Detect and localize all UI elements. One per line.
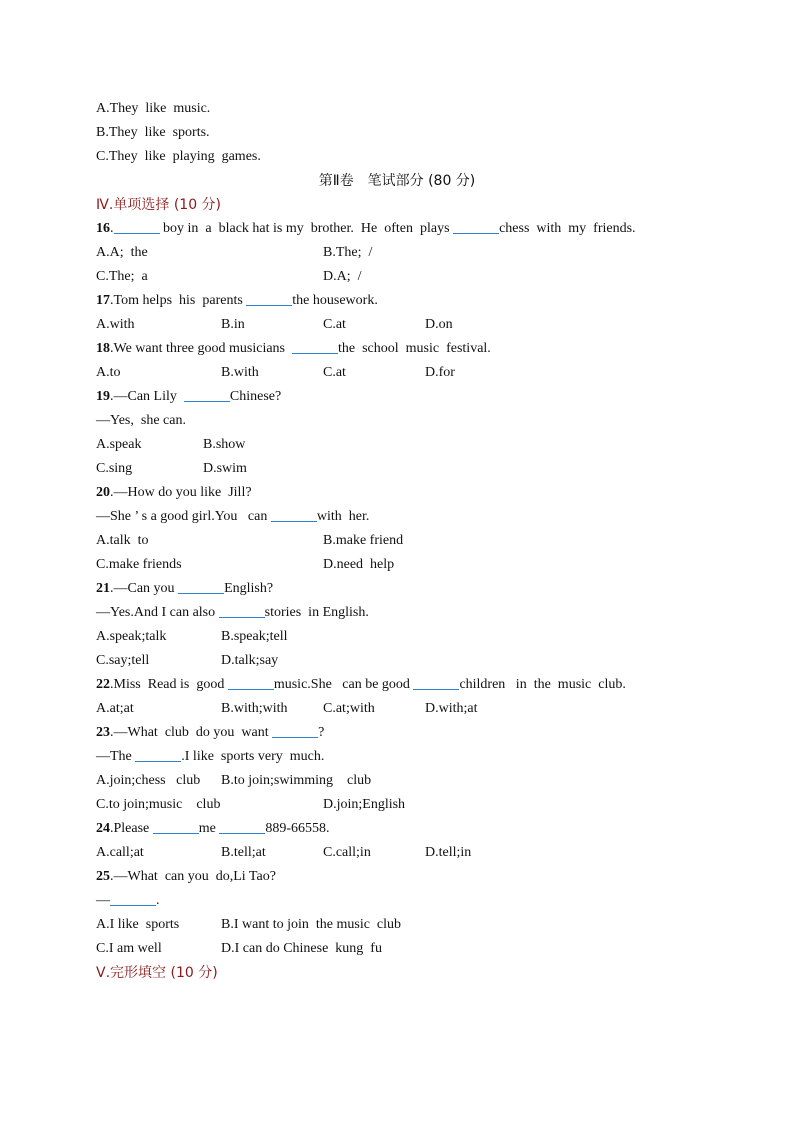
option-a: A.A; the xyxy=(96,245,148,260)
option-b: B.make friend xyxy=(323,533,404,548)
option-a: A.at;at xyxy=(96,701,134,716)
option-d: D.tell;in xyxy=(425,845,472,860)
question-18 xyxy=(96,338,491,360)
option-b: B.speak;tell xyxy=(221,629,288,644)
answer-blank[interactable] xyxy=(110,891,156,906)
question-text: .Tom helps his parents xyxy=(110,293,247,308)
option-d: D.on xyxy=(425,317,453,332)
option-a: A.speak xyxy=(96,437,142,452)
question-number: 23 xyxy=(96,725,110,740)
option-a: A.with xyxy=(96,317,135,332)
question-text: .I like sports very much. xyxy=(181,749,325,764)
question-number: 19 xyxy=(96,389,110,404)
question-25 xyxy=(96,866,276,888)
question-text: .Please xyxy=(110,821,153,836)
option-d: D.with;at xyxy=(425,701,478,716)
question-19 xyxy=(96,386,281,408)
option-c: C.at xyxy=(323,317,346,332)
answer-blank[interactable] xyxy=(219,819,265,834)
option-text: B.They like sports. xyxy=(96,125,210,140)
option-c: C.to join;music club xyxy=(96,797,221,812)
question-text: music.She can be good xyxy=(273,677,414,692)
answer-blank[interactable] xyxy=(271,507,317,522)
question-text: .We want three good musicians xyxy=(110,341,292,356)
question-text: Chinese? xyxy=(229,389,282,404)
option-c: C.say;tell xyxy=(96,653,150,668)
option-a: A.call;at xyxy=(96,845,144,860)
dialogue-reply xyxy=(96,506,369,528)
question-text: —She ’ s a good girl.You can xyxy=(96,509,271,524)
question-text: .—Can Lily xyxy=(110,389,184,404)
answer-blank[interactable] xyxy=(178,579,224,594)
option-c: C.at;with xyxy=(323,701,375,716)
option-a: A.to xyxy=(96,365,121,380)
question-text: the school music festival. xyxy=(338,341,491,356)
option-c: C.make friends xyxy=(96,557,182,572)
option-b: B.in xyxy=(221,317,245,332)
question-number: 18 xyxy=(96,341,110,356)
question-text: children in the music club. xyxy=(459,677,626,692)
question-24 xyxy=(96,818,330,840)
option-text: A.They like music. xyxy=(96,101,211,116)
question-20 xyxy=(96,482,252,504)
option-a: A.talk to xyxy=(96,533,149,548)
section-heading: Ⅴ.完形填空 (10 分) xyxy=(96,965,218,981)
question-22 xyxy=(96,674,626,696)
question-number: 22 xyxy=(96,677,110,692)
question-17 xyxy=(96,290,378,312)
question-text: the housework. xyxy=(292,293,378,308)
question-text: .—What can you do,Li Tao? xyxy=(110,869,276,884)
part-title: 第Ⅱ卷 笔试部分 (80 分) xyxy=(318,173,476,189)
question-text: stories in English. xyxy=(264,605,369,620)
question-text: —Yes.And I can also xyxy=(96,605,219,620)
question-text: .Miss Read is good xyxy=(110,677,228,692)
option-text: C.They like playing games. xyxy=(96,149,261,164)
answer-blank[interactable] xyxy=(453,219,499,234)
question-text: boy in a black hat is my brother. He often plays xyxy=(159,221,454,236)
option-d: D.need help xyxy=(323,557,395,572)
option-b: B.with;with xyxy=(221,701,288,716)
question-text: .—Can you xyxy=(110,581,179,596)
question-number: 25 xyxy=(96,869,110,884)
dialogue-reply: —Yes, she can. xyxy=(96,413,186,428)
answer-blank[interactable] xyxy=(228,675,274,690)
question-text: . xyxy=(110,221,114,236)
question-text: . xyxy=(156,893,160,908)
question-text: .—How do you like Jill? xyxy=(110,485,252,500)
question-text: with her. xyxy=(316,509,370,524)
option-b: B.The; / xyxy=(323,245,373,260)
option-d: D.talk;say xyxy=(221,653,279,668)
answer-blank[interactable] xyxy=(413,675,459,690)
answer-blank[interactable] xyxy=(184,387,230,402)
answer-blank[interactable] xyxy=(219,603,265,618)
question-text: English? xyxy=(224,581,274,596)
question-number: 16 xyxy=(96,221,110,236)
answer-blank[interactable] xyxy=(114,219,160,234)
option-d: D.join;English xyxy=(323,797,406,812)
question-text: 889-66558. xyxy=(265,821,330,836)
dialogue-reply xyxy=(96,746,324,768)
question-number: 20 xyxy=(96,485,110,500)
answer-blank[interactable] xyxy=(153,819,199,834)
option-b: B.to join;swimming club xyxy=(221,773,372,788)
question-number: 24 xyxy=(96,821,110,836)
option-a: A.join;chess club xyxy=(96,773,201,788)
option-c: C.call;in xyxy=(323,845,371,860)
option-d: D.I can do Chinese kung fu xyxy=(221,941,382,956)
question-21 xyxy=(96,578,273,600)
option-a: A.speak;talk xyxy=(96,629,167,644)
question-text: —The xyxy=(96,749,136,764)
question-text: chess with my friends. xyxy=(499,221,636,236)
answer-blank[interactable] xyxy=(272,723,318,738)
answer-blank[interactable] xyxy=(135,747,181,762)
option-d: D.swim xyxy=(203,461,247,476)
option-b: B.tell;at xyxy=(221,845,266,860)
option-d: D.for xyxy=(425,365,455,380)
answer-blank[interactable] xyxy=(246,291,292,306)
option-b: B.with xyxy=(221,365,259,380)
question-number: 21 xyxy=(96,581,110,596)
question-16 xyxy=(96,218,636,240)
question-text: — xyxy=(96,893,110,908)
answer-blank[interactable] xyxy=(292,339,338,354)
question-23 xyxy=(96,722,324,744)
question-text: .—What club do you want xyxy=(110,725,273,740)
question-number: 17 xyxy=(96,293,110,308)
option-c: C.The; a xyxy=(96,269,148,284)
section-heading: Ⅳ.单项选择 (10 分) xyxy=(96,197,222,213)
option-a: A.I like sports xyxy=(96,917,180,932)
question-text: me xyxy=(198,821,220,836)
dialogue-reply xyxy=(96,602,369,624)
option-c: C.sing xyxy=(96,461,133,476)
question-text: ? xyxy=(318,725,325,740)
option-d: D.A; / xyxy=(323,269,362,284)
dialogue-reply xyxy=(96,890,160,912)
option-c: C.I am well xyxy=(96,941,162,956)
option-b: B.show xyxy=(203,437,246,452)
option-b: B.I want to join the music club xyxy=(221,917,402,932)
option-c: C.at xyxy=(323,365,346,380)
